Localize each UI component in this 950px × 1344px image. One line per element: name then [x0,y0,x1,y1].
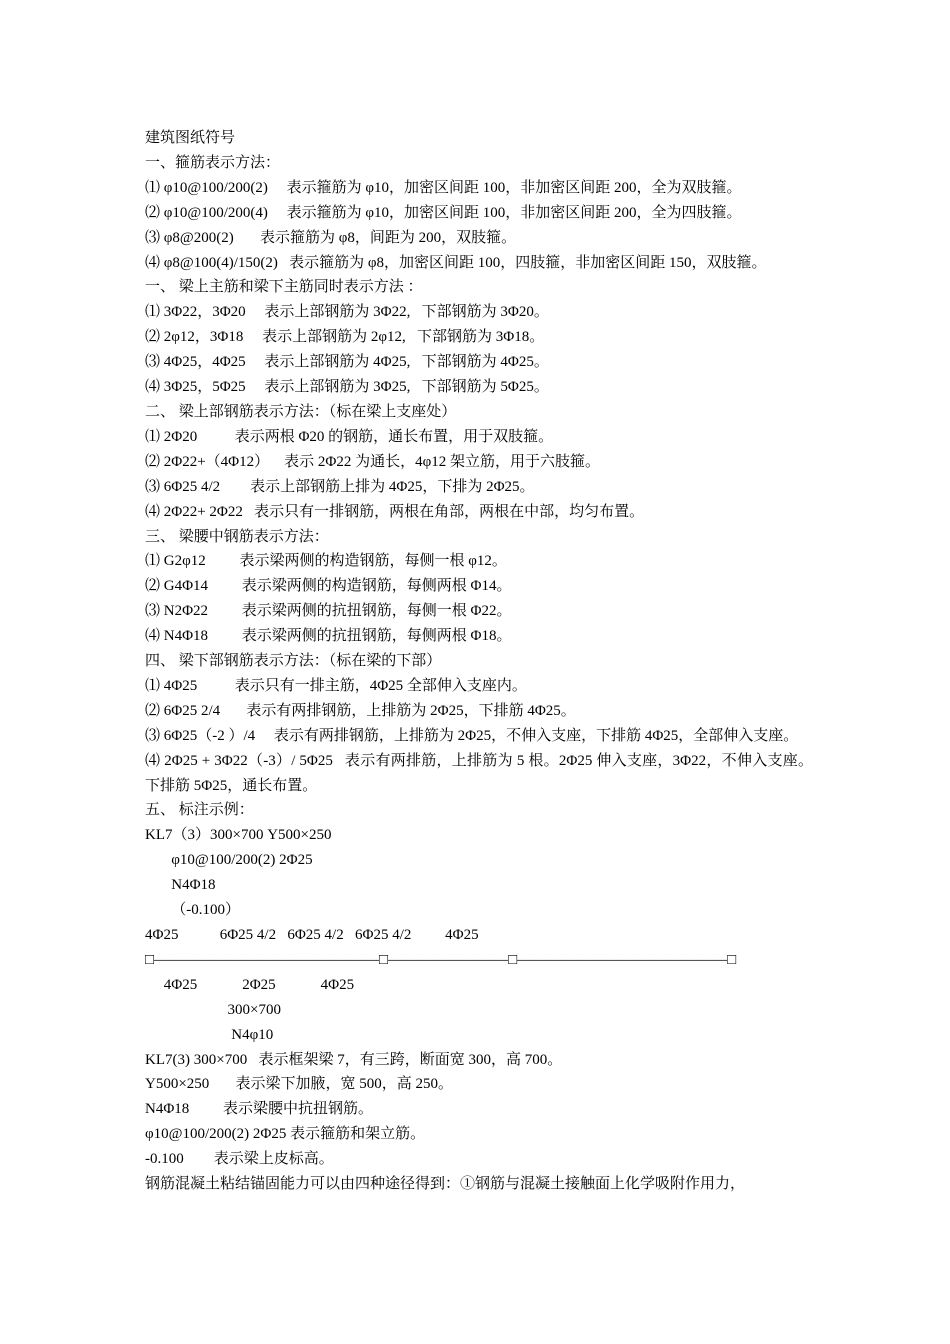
section-heading: 二、 梁上部钢筋表示方法：（标在梁上支座处） [145,403,457,420]
section-heading: 三、 梁腰中钢筋表示方法： [145,528,329,545]
text-line: ⑵ φ10@100/200(4) 表示箍筋为 φ10，加密区间距 100，非加密区间距 200，全为四肢箍。 [145,204,742,221]
section-heading: 四、 梁下部钢筋表示方法：（标在梁的下部） [145,653,442,670]
text-line: ⑵ G4Φ14 表示梁两侧的构造钢筋，每侧两根 Φ14。 [145,578,512,595]
text-line: N4Φ18 表示梁腰中抗扭钢筋。 [145,1101,374,1118]
section-heading: 五、 标注示例： [145,802,254,819]
example-label: 300×700 [145,1001,281,1018]
text-line: ⑴ 4Φ25 表示只有一排主筋，4Φ25 全部伸入支座内。 [145,677,527,694]
text-line: φ10@100/200(2) 2Φ25 表示箍筋和架立筋。 [145,1126,426,1143]
text-line: ⑴ φ10@100/200(2) 表示箍筋为 φ10，加密区间距 100，非加密区间距 200，全为双肢箍。 [145,179,742,196]
example-label: 4Φ25 6Φ25 4/2 6Φ25 4/2 6Φ25 4/2 4Φ25 [145,927,479,943]
text-paragraph: ⑷ 2Φ25 + 3Φ22（-3）/ 5Φ25 表示有两排筋，上排筋为 5 根。2Φ25 伸入支座，3Φ22，不伸入支座。下排筋 5Φ25，通长布置。 [145,752,813,794]
document-title: 建筑图纸符号 [145,130,236,146]
text-line: ⑶ 6Φ25 4/2 表示上部钢筋上排为 4Φ25，下排为 2Φ25。 [145,478,535,495]
example-label: KL7（3）300×700 Y500×250 [145,827,332,844]
example-label: （-0.100） [145,902,240,919]
text-line: ⑵ 2φ12，3Φ18 表示上部钢筋为 2φ12, 下部钢筋为 3Φ18。 [145,329,545,346]
text-line: ⑷ 3Φ25，5Φ25 表示上部钢筋为 3Φ25, 下部钢筋为 5Φ25。 [145,379,549,396]
text-line: ⑵ 2Φ22+（4Φ12） 表示 2Φ22 为通长，4φ12 架立筋，用于六肢箍。 [145,453,601,470]
beam-diagram-line: □———————————————□————————□——————————————□ [145,951,737,968]
document-page [145,126,813,1197]
section-heading: 一、 梁上主筋和梁下主筋同时表示方法 ： [145,279,423,296]
text-line: KL7(3) 300×700 表示框架梁 7，有三跨，断面宽 300，高 700。 [145,1051,563,1068]
text-line: ⑷ N4Φ18 表示梁两侧的抗扭钢筋，每侧两根 Φ18。 [145,628,512,645]
text-line: ⑵ 6Φ25 2/4 表示有两排钢筋，上排筋为 2Φ25，下排筋 4Φ25。 [145,702,576,719]
text-line: ⑴ 3Φ22，3Φ20 表示上部钢筋为 3Φ22, 下部钢筋为 3Φ20。 [145,304,549,321]
text-line: Y500×250 表示梁下加腋，宽 500，高 250。 [145,1076,454,1093]
text-paragraph: ⑶ 6Φ25（-2 ）/4 表示有两排钢筋，上排筋为 2Φ25，不伸入支座，下排筋 4Φ25，全部伸入支座。 [145,727,799,744]
example-label: φ10@100/200(2) 2Φ25 [145,852,313,869]
text-line: -0.100 表示梁上皮标高。 [145,1151,334,1168]
section-heading: 一、箍筋表示方法： [145,154,281,171]
example-label: N4Φ18 [145,877,216,894]
text-line: 钢筋混凝土粘结锚固能力可以由四种途径得到：①钢筋与混凝土接触面上化学吸附作用力， [145,1176,746,1193]
text-line: ⑷ φ8@100(4)/150(2) 表示箍筋为 φ8，加密区间距 100，四肢箍，非加密区间距 150，双肢箍。 [145,254,767,271]
text-line: ⑴ G2φ12 表示梁两侧的构造钢筋，每侧一根 φ12。 [145,553,507,570]
example-label: N4φ10 [145,1026,274,1043]
text-line: ⑶ N2Φ22 表示梁两侧的抗扭钢筋，每侧一根 Φ22。 [145,603,512,620]
text-line: ⑷ 2Φ22+ 2Φ22 表示只有一排钢筋，两根在角部，两根在中部，均匀布置。 [145,503,645,520]
text-line: ⑴ 2Φ20 表示两根 Φ20 的钢筋，通长布置，用于双肢箍。 [145,428,554,445]
text-line: ⑶ φ8@200(2) 表示箍筋为 φ8，间距为 200，双肢箍。 [145,229,517,246]
text-line: ⑶ 4Φ25，4Φ25 表示上部钢筋为 4Φ25, 下部钢筋为 4Φ25。 [145,354,549,371]
example-label: 4Φ25 2Φ25 4Φ25 [145,976,355,993]
